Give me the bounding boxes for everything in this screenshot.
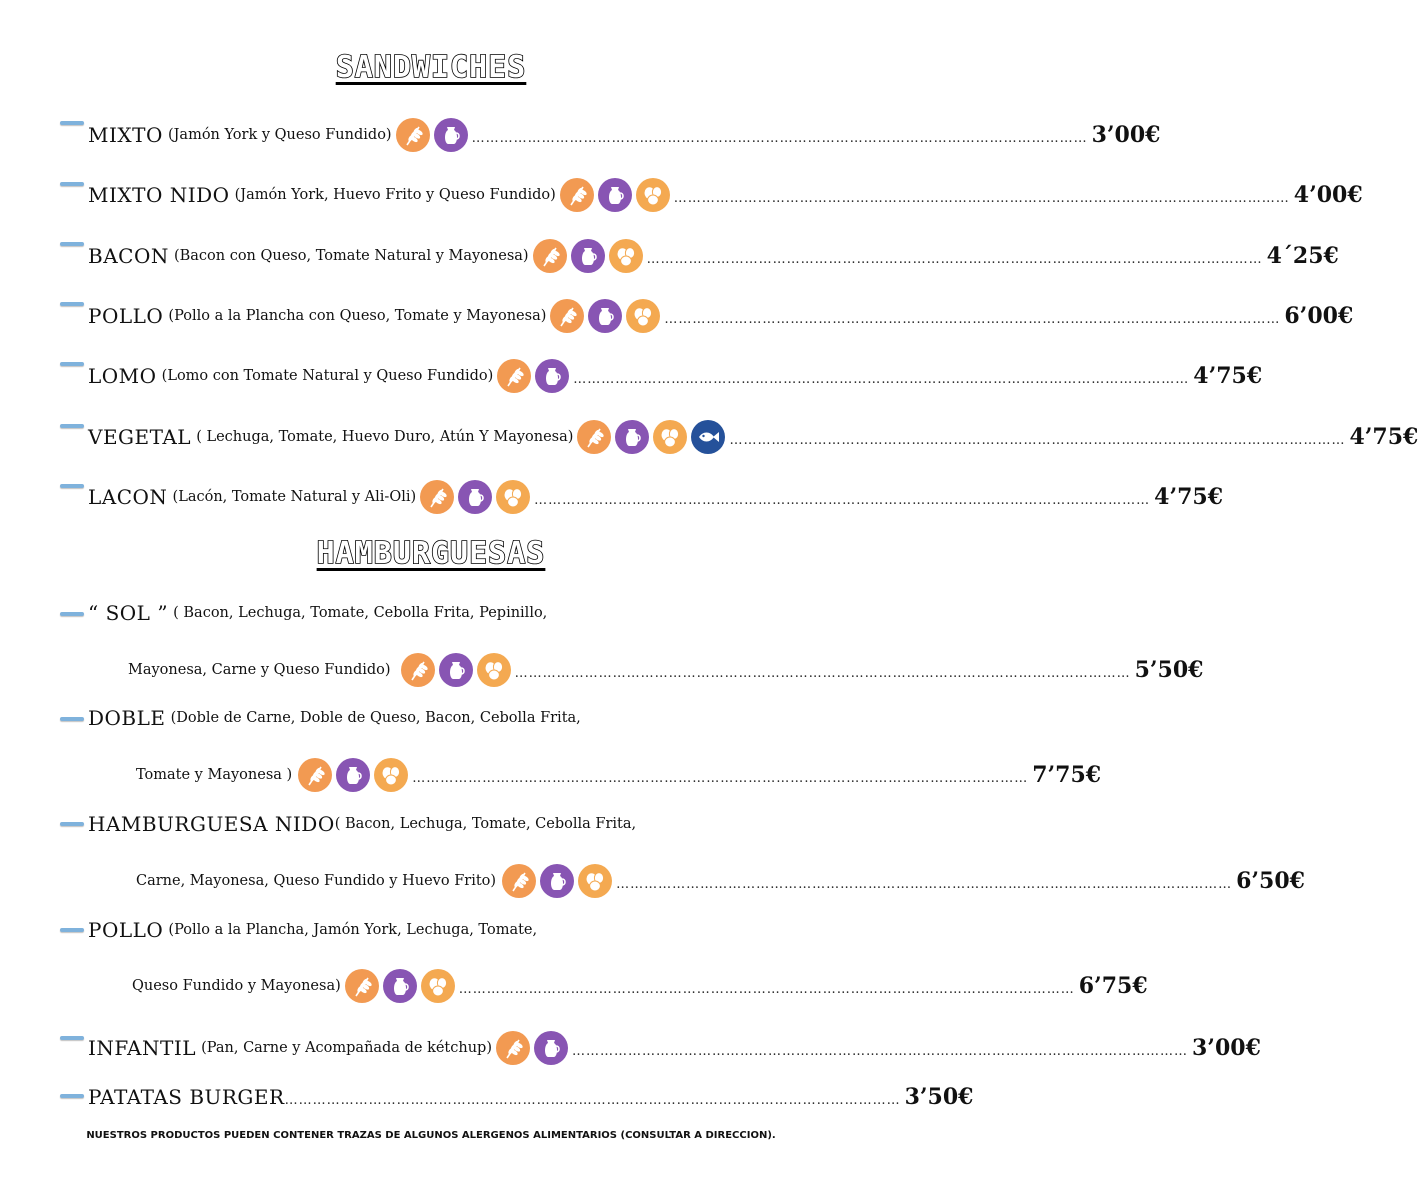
item-price: 4’75€ — [1349, 424, 1418, 450]
item-description-continued: Mayonesa, Carne y Queso Fundido) — [128, 662, 391, 678]
bullet-icon — [60, 822, 84, 826]
egg-icon — [636, 178, 670, 212]
item-price: 4’75€ — [1154, 484, 1224, 510]
item-name: LOMO — [88, 364, 157, 388]
sandwiches-title: SANDWICHES — [335, 50, 527, 85]
item-name: MIXTO NIDO — [88, 183, 230, 207]
item-description: ( Bacon, Lechuga, Tomate, Cebolla Frita, Pepinillo, — [173, 605, 548, 621]
item-name: DOBLE — [88, 706, 166, 730]
gluten-icon — [345, 969, 379, 1003]
item-price: 7’75€ — [1032, 762, 1102, 788]
item-description: (Bacon con Queso, Tomate Natural y Mayonesa) — [173, 248, 529, 264]
item-price: 3’00€ — [1192, 1035, 1261, 1061]
milk-icon — [588, 299, 622, 333]
gluten-icon — [533, 239, 567, 273]
gluten-icon — [496, 1031, 530, 1065]
egg-icon — [374, 758, 408, 792]
bullet-icon — [60, 362, 84, 366]
item-price: 5’50€ — [1134, 657, 1204, 683]
dot-leader: …………………………………………………………………………………………………………………… — [572, 1044, 1188, 1059]
bullet-icon — [60, 484, 84, 488]
item-description: (Pollo a la Plancha con Queso, Tomate y Mayonesa) — [168, 308, 547, 324]
milk-icon — [336, 758, 370, 792]
egg-icon — [496, 480, 530, 514]
bullet-icon — [60, 1036, 84, 1040]
item-name: PATATAS BURGER — [88, 1085, 285, 1109]
item-price: 6’50€ — [1236, 868, 1305, 894]
item-description: (Jamón York, Huevo Frito y Queso Fundido) — [234, 187, 556, 203]
item-name: LACON — [88, 485, 168, 509]
bullet-icon — [60, 121, 84, 125]
allergen-icons — [577, 420, 725, 454]
allergen-icons — [401, 653, 511, 687]
item-name: INFANTIL — [88, 1036, 197, 1060]
gluten-icon — [298, 758, 332, 792]
allergen-icons — [497, 359, 569, 393]
milk-icon — [383, 969, 417, 1003]
item-name: “ SOL ” — [88, 601, 169, 625]
dot-leader: …………………………………………………………………………………………………………………… — [646, 252, 1263, 267]
item-description: (Jamón York y Queso Fundido) — [167, 127, 392, 143]
dot-leader: …………………………………………………………………………………………………………………… — [616, 877, 1233, 892]
item-description-continued: Queso Fundido y Mayonesa) — [132, 978, 341, 994]
item-description: (Doble de Carne, Doble de Queso, Bacon, Cebolla Frita, — [170, 710, 581, 726]
item-price: 4’00€ — [1293, 182, 1363, 208]
gluten-icon — [577, 420, 611, 454]
milk-icon — [458, 480, 492, 514]
item-name: POLLO — [88, 918, 164, 942]
milk-icon — [615, 420, 649, 454]
milk-icon — [439, 653, 473, 687]
egg-icon — [626, 299, 660, 333]
gluten-icon — [550, 299, 584, 333]
item-name: VEGETAL — [88, 425, 192, 449]
bullet-icon — [60, 717, 84, 721]
bullet-icon — [60, 242, 84, 246]
item-description: (Lacón, Tomate Natural y Ali-Oli) — [172, 489, 417, 505]
allergen-icons — [298, 758, 408, 792]
gluten-icon — [560, 178, 594, 212]
item-description-continued: Tomate y Mayonesa ) — [136, 767, 293, 783]
egg-icon — [578, 864, 612, 898]
item-price: 3’50€ — [904, 1084, 974, 1110]
item-description: (Lomo con Tomate Natural y Queso Fundido) — [161, 368, 494, 384]
gluten-icon — [497, 359, 531, 393]
hamburguesas-title: HAMBURGUESAS — [316, 536, 546, 571]
item-name: BACON — [88, 244, 169, 268]
dot-leader: …………………………………………………………………………………………………………………… — [673, 191, 1290, 206]
milk-icon — [535, 359, 569, 393]
allergen-icons — [560, 178, 670, 212]
item-description: ( Lechuga, Tomate, Huevo Duro, Atún Y Mayonesa) — [196, 429, 574, 445]
dot-leader: …………………………………………………………………………………………………………………… — [514, 666, 1131, 681]
item-description: (Pollo a la Plancha, Jamón York, Lechuga, Tomate, — [168, 922, 538, 938]
item-description-continued: Carne, Mayonesa, Queso Fundido y Huevo Frito) — [136, 873, 497, 889]
bullet-icon — [60, 302, 84, 306]
allergen-icons — [420, 480, 530, 514]
milk-icon — [598, 178, 632, 212]
allergen-icons — [496, 1031, 568, 1065]
item-name: MIXTO — [88, 123, 163, 147]
allergen-icons — [345, 969, 455, 1003]
milk-icon — [571, 239, 605, 273]
item-name: POLLO — [88, 304, 164, 328]
item-name: HAMBURGUESA NIDO — [88, 812, 335, 836]
bullet-icon — [60, 182, 84, 186]
allergen-icons — [550, 299, 660, 333]
item-price: 4’75€ — [1193, 363, 1263, 389]
allergen-icons — [396, 118, 468, 152]
egg-icon — [609, 239, 643, 273]
item-description: ( Bacon, Lechuga, Tomate, Cebolla Frita, — [334, 816, 637, 832]
dot-leader: …………………………………………………………………………………………………………………… — [534, 493, 1151, 508]
allergen-disclaimer: NUESTROS PRODUCTOS PUEDEN CONTENER TRAZAS DE ALGUNOS ALERGENOS ALIMENTARIOS (CONSULTAR A DIRECCION). — [86, 1130, 776, 1141]
milk-icon — [434, 118, 468, 152]
bullet-icon — [60, 928, 84, 932]
bullet-icon — [60, 424, 84, 428]
item-price: 3’00€ — [1091, 122, 1161, 148]
fish-icon — [691, 420, 725, 454]
milk-icon — [534, 1031, 568, 1065]
dot-leader: …………………………………………………………………………………………………………………… — [412, 771, 1029, 786]
allergen-icons — [533, 239, 643, 273]
gluten-icon — [420, 480, 454, 514]
allergen-icons — [502, 864, 612, 898]
item-description: (Pan, Carne y Acompañada de kétchup) — [201, 1040, 492, 1056]
item-price: 4´25€ — [1266, 243, 1339, 269]
bullet-icon — [60, 1094, 84, 1098]
milk-icon — [540, 864, 574, 898]
gluten-icon — [502, 864, 536, 898]
dot-leader: …………………………………………………………………………………………………………………… — [729, 433, 1346, 448]
egg-icon — [653, 420, 687, 454]
gluten-icon — [401, 653, 435, 687]
item-price: 6’75€ — [1078, 973, 1148, 999]
dot-leader: …………………………………………………………………………………………………………………… — [573, 372, 1190, 387]
egg-icon — [421, 969, 455, 1003]
egg-icon — [477, 653, 511, 687]
bullet-icon — [60, 612, 84, 616]
item-price: 6’00€ — [1284, 303, 1354, 329]
dot-leader: …………………………………………………………………………………………………………………… — [458, 982, 1075, 997]
dot-leader: …………………………………………………………………………………………………………………… — [471, 131, 1088, 146]
dot-leader: …………………………………………………………………………………………………………………… — [664, 312, 1281, 327]
dot-leader: …………………………………………………………………………………………………………………… — [284, 1093, 901, 1108]
gluten-icon — [396, 118, 430, 152]
